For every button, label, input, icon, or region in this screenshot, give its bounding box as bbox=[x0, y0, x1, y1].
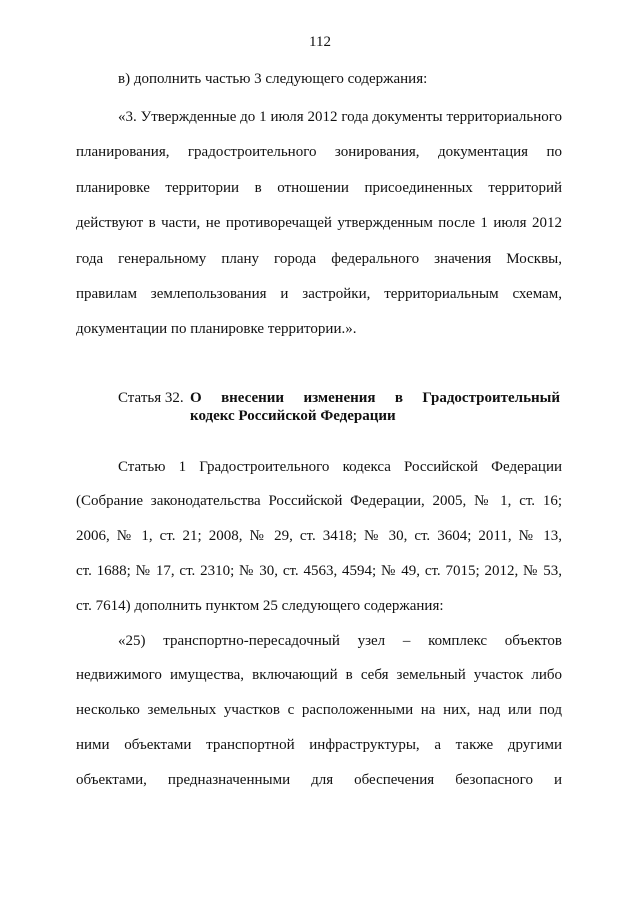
article-label: Статья 32. bbox=[118, 390, 184, 406]
paragraph-b-line-3: планировке территории в отношении присоединенных территорий bbox=[76, 180, 562, 196]
page-number: 112 bbox=[309, 34, 331, 50]
paragraph-b-line-7: документации по планировке территории.». bbox=[76, 321, 357, 337]
paragraph-b-line-2: планирования, градостроительного зонирования, документация по bbox=[76, 144, 562, 160]
paragraph-d-line-1: «25) транспортно-пересадочный узел – комплекс объектов bbox=[118, 633, 562, 649]
paragraph-d-line-3: несколько земельных участков с расположенными на них, над или под bbox=[76, 702, 562, 718]
paragraph-d-line-5: объектами, предназначенными для обеспечения безопасного и bbox=[76, 772, 562, 788]
paragraph-b-line-5: года генеральному плану города федерального значения Москвы, bbox=[76, 251, 562, 267]
paragraph-c-line-1: Статью 1 Градостроительного кодекса Российской Федерации bbox=[118, 459, 562, 475]
paragraph-a-line-1: в) дополнить частью 3 следующего содержания: bbox=[118, 71, 428, 87]
paragraph-d-line-4: ними объектами транспортной инфраструктуры, а также другими bbox=[76, 737, 562, 753]
paragraph-b-line-6: правилам землепользования и застройки, территориальным схемам, bbox=[76, 286, 562, 302]
paragraph-c-line-3: 2006, № 1, ст. 21; 2008, № 29, ст. 3418; № 30, ст. 3604; 2011, № 13, bbox=[76, 528, 562, 544]
article-title-line-1: О внесении изменения в Градостроительный bbox=[190, 390, 560, 406]
paragraph-d-line-2: недвижимого имущества, включающий в себя земельный участок либо bbox=[76, 667, 562, 683]
paragraph-c-line-4: ст. 1688; № 17, ст. 2310; № 30, ст. 4563, 4594; № 49, ст. 7015; 2012, № 53, bbox=[76, 563, 562, 579]
paragraph-b-line-4: действуют в части, не противоречащей утвержденным после 1 июля 2012 bbox=[76, 215, 562, 231]
paragraph-b-line-1: «3. Утвержденные до 1 июля 2012 года документы территориального bbox=[118, 109, 562, 125]
article-title-line-2: кодекс Российской Федерации bbox=[190, 408, 396, 424]
paragraph-c-line-2: (Собрание законодательства Российской Федерации, 2005, № 1, ст. 16; bbox=[76, 493, 562, 509]
paragraph-c-line-5: ст. 7614) дополнить пунктом 25 следующего содержания: bbox=[76, 598, 444, 614]
